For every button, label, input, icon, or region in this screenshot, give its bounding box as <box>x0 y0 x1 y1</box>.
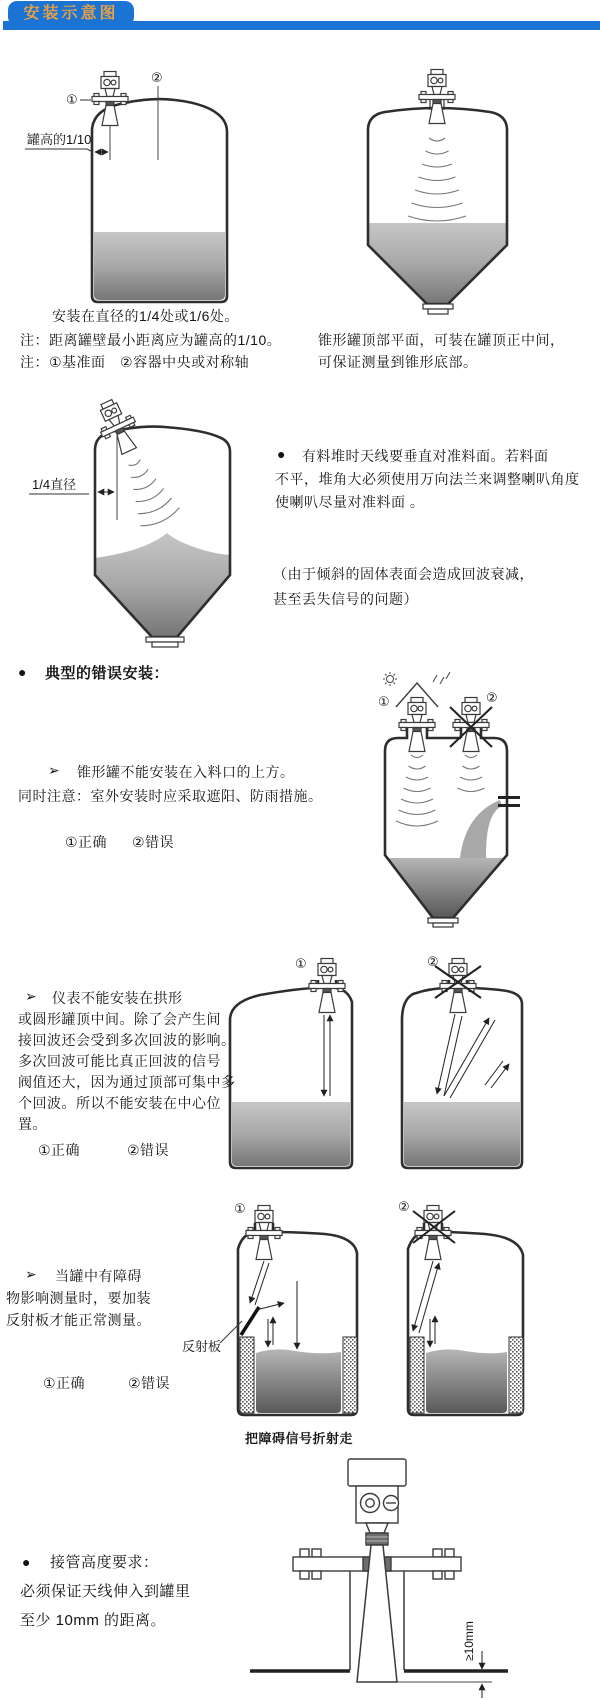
wave-arcs-1 <box>396 755 438 826</box>
echo-arrows-2 <box>437 1014 509 1098</box>
sec1-note2: 注：①基准面 ②容器中央或对称轴 <box>20 354 250 370</box>
sec4-line4: 阀值还大，因为通过顶部可集中多 <box>18 1074 236 1090</box>
transmitter-drawing <box>348 1459 406 1545</box>
tank-diagram-inlet <box>340 615 570 935</box>
sec3b-correct-label: ①正确 <box>38 1142 81 1158</box>
callout-2: ② <box>398 1199 410 1214</box>
sec4-line1: 或圆形罐顶中间。除了会产生间 <box>18 1011 221 1027</box>
callout-2: ② <box>427 954 439 969</box>
sec4-arrow: ➢ <box>25 988 38 1004</box>
radar-sensor-icon-wrong <box>453 698 489 752</box>
obstruction-column <box>343 1337 357 1413</box>
callout-1: ① <box>378 694 390 709</box>
beam-arrows-1 <box>250 1261 297 1349</box>
tank-diagram-reflector <box>180 1195 540 1425</box>
bottom-flange <box>428 918 458 923</box>
material-fill <box>368 223 507 304</box>
sec5-caption: 把障碍信号折射走 <box>245 1431 354 1446</box>
sec5-line2: 物影响测量时，要加装 <box>6 1290 151 1306</box>
rain-icon <box>433 672 450 684</box>
tank-diagram-arched-roof <box>215 940 545 1175</box>
nozzle-height-diagram <box>230 1455 520 1700</box>
sec4-line5: 个回波。所以不能安装在中心位 <box>18 1095 221 1111</box>
wave-arcs-2 <box>458 755 485 792</box>
bottom-flange <box>146 637 184 642</box>
wave-arcs <box>115 453 181 530</box>
sec6-line1: 必须保证天线伸入到罐里 <box>20 1583 191 1600</box>
wave-arcs <box>408 138 466 221</box>
height-label: 罐高的1/10 <box>27 132 92 147</box>
header-tab <box>8 1 134 26</box>
sec1-right-caption1: 锥形罐顶部平面，可装在罐顶正中间， <box>318 332 565 348</box>
sec3-line1: 锥形罐不能安装在入料口的上方。 <box>77 764 295 780</box>
sec4-line0: 仪表不能安装在拱形 <box>52 990 183 1006</box>
sec1-note1: 注：距离罐壁最小距离应为罐高的1/10。 <box>20 332 282 348</box>
obstruction-column <box>509 1337 523 1413</box>
material-fill-2 <box>426 1349 507 1413</box>
obstruction-column <box>410 1337 424 1413</box>
sec4-line3: 多次回波可能比真正回波的信号 <box>18 1053 221 1069</box>
sec5-correct-label: ①正确 <box>43 1375 86 1391</box>
sec3-line2: 同时注意：室外安装时应采取遮阳、防雨措施。 <box>18 788 323 804</box>
tank-diagram-cone-center <box>330 60 580 322</box>
sec3-heading: 典型的错误安装： <box>45 665 170 682</box>
sec6-heading: 接管高度要求： <box>50 1554 159 1571</box>
page-title: 安装示意图 <box>23 5 119 22</box>
bottom-flange-2 <box>152 642 178 647</box>
radar-sensor-icon-2 <box>440 959 476 1013</box>
tank-diagram-quarter-position <box>25 60 305 308</box>
sec3-arrow: ➢ <box>48 762 61 778</box>
tilted-sensor-group <box>87 393 182 530</box>
callout-1: ① <box>234 1201 246 1216</box>
min-distance-label: ≥10mm <box>462 1621 476 1661</box>
sec2-line1: 有料堆时天线要垂直对准料面。若料面 <box>302 448 549 464</box>
material-fill-1 <box>232 1102 350 1166</box>
sec5-line3: 反射板才能正常测量。 <box>6 1312 151 1328</box>
radar-sensor-icon-2 <box>415 1206 451 1260</box>
radar-sensor-icon-1 <box>246 1206 282 1260</box>
inlet-stream <box>460 800 502 858</box>
bottom-flange-2 <box>433 923 453 927</box>
sec5-arrow: ➢ <box>25 1266 38 1282</box>
sec6-bullet: ● <box>22 1554 31 1570</box>
sec6-line2: 至少 10mm 的距离。 <box>20 1612 167 1629</box>
callout-1: ① <box>295 956 307 971</box>
sec2-line3: 使喇叭尽量对准料面 。 <box>275 494 425 510</box>
tank-diagram-tilted-sensor <box>25 370 295 655</box>
material-fill <box>387 858 505 917</box>
sun-icon <box>383 672 397 686</box>
callout-2: ② <box>151 70 163 85</box>
sec5-wrong-label: ②错误 <box>128 1375 171 1391</box>
reflector-plate <box>241 1307 259 1335</box>
sec2-bullet: ● <box>277 446 286 462</box>
callout-2: ② <box>486 690 498 705</box>
sec4-line6: 置。 <box>18 1116 47 1132</box>
sec2-note2: 甚至丢失信号的问题） <box>273 591 418 607</box>
sec3-bullet: ● <box>18 664 27 680</box>
radar-sensor-icon-1 <box>309 959 345 1013</box>
sec2-line2: 不平，堆角大必须使用万向法兰来调整喇叭角度 <box>275 471 580 487</box>
material-mound-fill <box>95 533 230 636</box>
sec5-line1: 当罐中有障碍 <box>55 1268 142 1284</box>
material-fill <box>94 232 225 300</box>
beam-arrows-2 <box>413 1261 439 1347</box>
obstruction-column <box>240 1337 254 1413</box>
sec4-line2: 接回波还会受到多次回波的影响。 <box>18 1032 236 1048</box>
material-fill-1 <box>256 1349 341 1413</box>
sec3a-correct-label: ①正确 <box>65 834 108 850</box>
bottom-flange <box>423 304 453 309</box>
inlet-pipe <box>498 796 520 807</box>
sec1-caption: 安装在直径的1/4处或1/6处。 <box>52 308 239 324</box>
quarter-diameter-label: 1/4直径 <box>32 477 77 492</box>
sec2-note1: （由于倾斜的固体表面会造成回波衰减， <box>273 566 534 582</box>
reflector-label: 反射板 <box>182 1339 222 1354</box>
material-fill-2 <box>404 1102 520 1166</box>
callout-1: ① <box>66 92 78 107</box>
sec3b-wrong-label: ②错误 <box>127 1142 170 1158</box>
echo-arrows-1 <box>324 1015 330 1096</box>
bottom-flange-2 <box>428 309 448 314</box>
sec3a-wrong-label: ②错误 <box>132 834 175 850</box>
radar-sensor-icon <box>399 698 435 752</box>
sec1-right-caption2: 可保证测量到锥形底部。 <box>318 354 478 370</box>
radar-sensor-icon <box>419 70 455 124</box>
